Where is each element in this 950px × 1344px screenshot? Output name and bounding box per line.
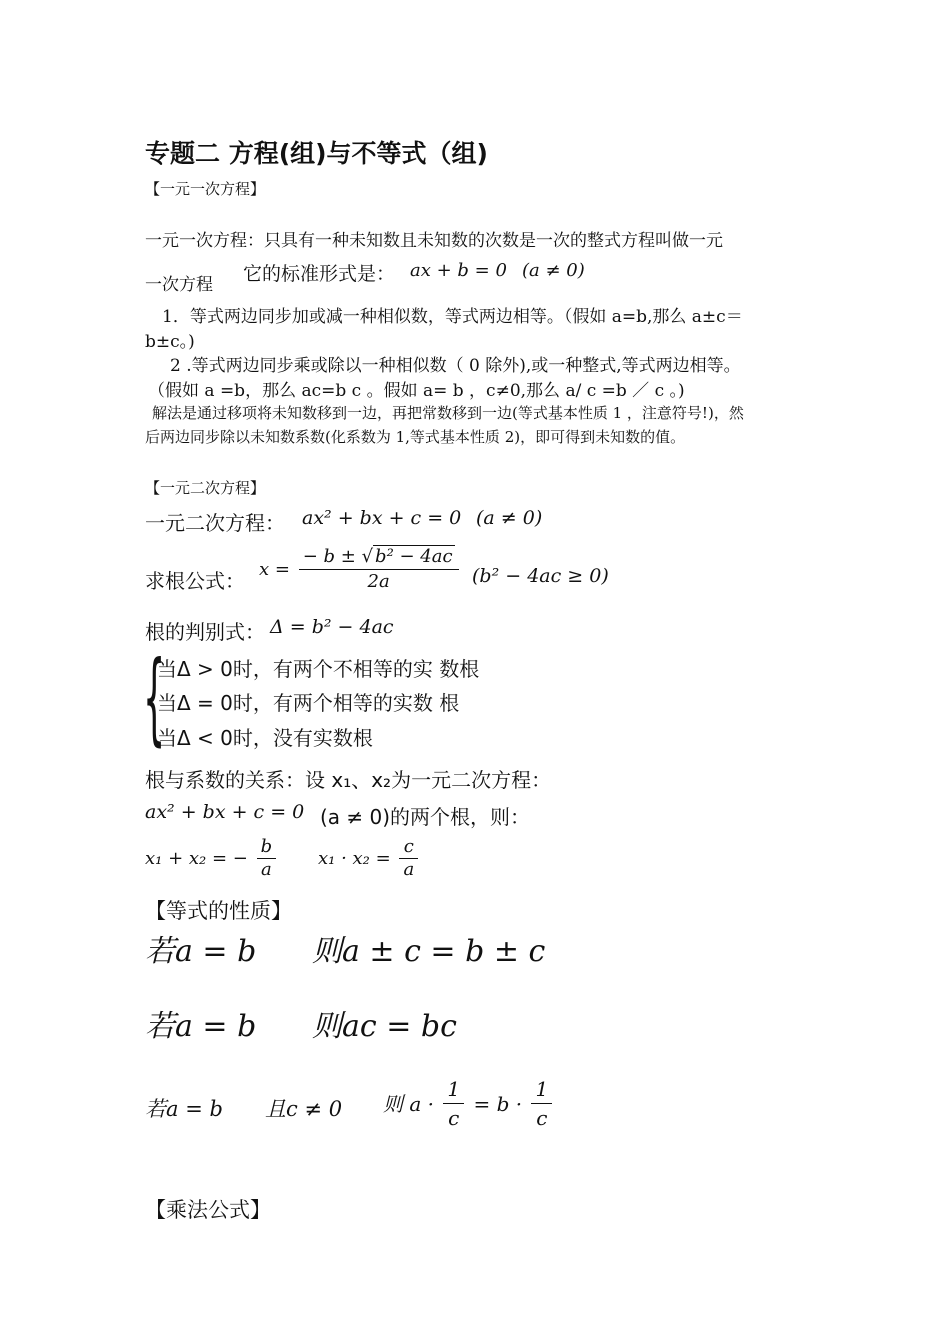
discriminant-formula: Δ = b² − 4ac <box>270 616 394 638</box>
standard-form-formula: ax + b = 0 <box>410 260 507 281</box>
vieta-equation-condition: (a ≠ 0)的两个根，则： <box>320 805 531 829</box>
case-zero: 当Δ = 0时，有两个相等的实数 根 <box>157 691 460 715</box>
quadratic-eq-label: 一元二次方程： <box>145 511 285 535</box>
standard-form-label: 它的标准形式是： <box>243 263 396 285</box>
property2-then: 则ac = bc <box>312 1009 457 1044</box>
root-formula-condition: (b² − 4ac ≥ 0) <box>472 565 609 587</box>
root-fraction <box>299 545 459 594</box>
case-negative: 当Δ < 0时，没有实数根 <box>157 726 373 750</box>
cases-brace-icon: { <box>143 639 166 756</box>
property3-fraction-right <box>531 1075 552 1132</box>
quadratic-eq-condition: (a ≠ 0) <box>476 507 543 529</box>
rule1-line2: b±c。) <box>145 332 195 352</box>
vieta-sum-fraction <box>257 836 277 881</box>
vieta-intro: 根与系数的关系：设 x₁、x₂为一元二次方程： <box>145 768 552 792</box>
rule1-line1: 1．等式两边同步加或减一种相似数，等式两边相等。（假如 a=b,那么 a±c＝ <box>162 307 743 327</box>
property3-fraction-left <box>443 1075 464 1132</box>
vieta-product-denominator: a <box>399 858 418 881</box>
vieta-product-fraction <box>399 836 418 881</box>
standard-form-condition: (a ≠ 0) <box>522 260 585 281</box>
root-formula-label: 求根公式： <box>145 569 245 593</box>
property3-then-middle: = b · <box>473 1091 523 1116</box>
vieta-product <box>318 836 421 881</box>
quadratic-eq-formula: ax² + bx + c = 0 <box>302 507 462 529</box>
property1-if: 若a = b <box>145 934 257 969</box>
vieta-product-numerator: c <box>403 836 414 857</box>
property3-if: 若a = b <box>145 1097 223 1121</box>
root-formula <box>259 545 462 594</box>
vieta-sum-lhs: x₁ + x₂ = − <box>145 847 248 869</box>
root-numerator-prefix: − b ± <box>302 546 356 567</box>
root-sqrt: b² − 4ac <box>375 546 453 567</box>
multiplication-heading: 【乘法公式】 <box>145 1198 271 1222</box>
rule2-line2: （假如 a =b，那么 ac=b c 。假如 a= b ，c≠0,那么 a/ c =b ／ c 。) <box>148 381 685 401</box>
property3-right-denominator: c <box>531 1103 552 1132</box>
discriminant-label: 根的判别式： <box>145 620 265 644</box>
quadratic-heading: 【一元二次方程】 <box>145 479 266 497</box>
page-title: 专题二 方程(组)与不等式（组) <box>145 139 488 168</box>
vieta-equation: ax² + bx + c = 0 <box>145 801 305 823</box>
vieta-sum <box>145 836 279 881</box>
property3-left-numerator: 1 <box>447 1077 461 1101</box>
equality-heading: 【等式的性质】 <box>145 899 292 923</box>
method-line1: 解法是通过移项将未知数移到一边，再把常数移到一边(等式基本性质 1 ，注意符号!)，然 <box>152 404 744 422</box>
rule2-line1: 2 .等式两边同步乘或除以一种相似数（ 0 除外),或一种整式,等式两边相等。 <box>170 356 741 376</box>
root-numerator: − b ± √ b² − 4ac <box>302 546 453 567</box>
root-formula-lhs: x = <box>259 558 290 580</box>
linear-definition-line1: 一元一次方程：只具有一种未知数且未知数的次数是一次的整式方程叫做一元 <box>145 231 723 251</box>
property3-then-prefix: 则 a · <box>383 1091 434 1116</box>
property3-right-numerator: 1 <box>535 1077 549 1101</box>
linear-definition-line2: 一次方程 <box>145 275 213 295</box>
property2-if: 若a = b <box>145 1009 257 1044</box>
property3-and: 且c ≠ 0 <box>265 1097 343 1121</box>
vieta-sum-numerator: b <box>260 836 273 857</box>
linear-heading: 【一元一次方程】 <box>145 180 266 198</box>
vieta-sum-denominator: a <box>257 858 277 881</box>
root-denominator: 2a <box>299 569 459 594</box>
property1-then: 则a ± c = b ± c <box>312 934 546 969</box>
case-positive: 当Δ > 0时，有两个不相等的实 数根 <box>157 657 480 681</box>
property3-left-denominator: c <box>443 1103 464 1132</box>
property3-then <box>383 1075 555 1132</box>
vieta-product-lhs: x₁ · x₂ = <box>318 847 391 869</box>
method-line2: 后两边同步除以未知数系数(化系数为 1,等式基本性质 2)，即可得到未知数的值。 <box>145 428 686 446</box>
